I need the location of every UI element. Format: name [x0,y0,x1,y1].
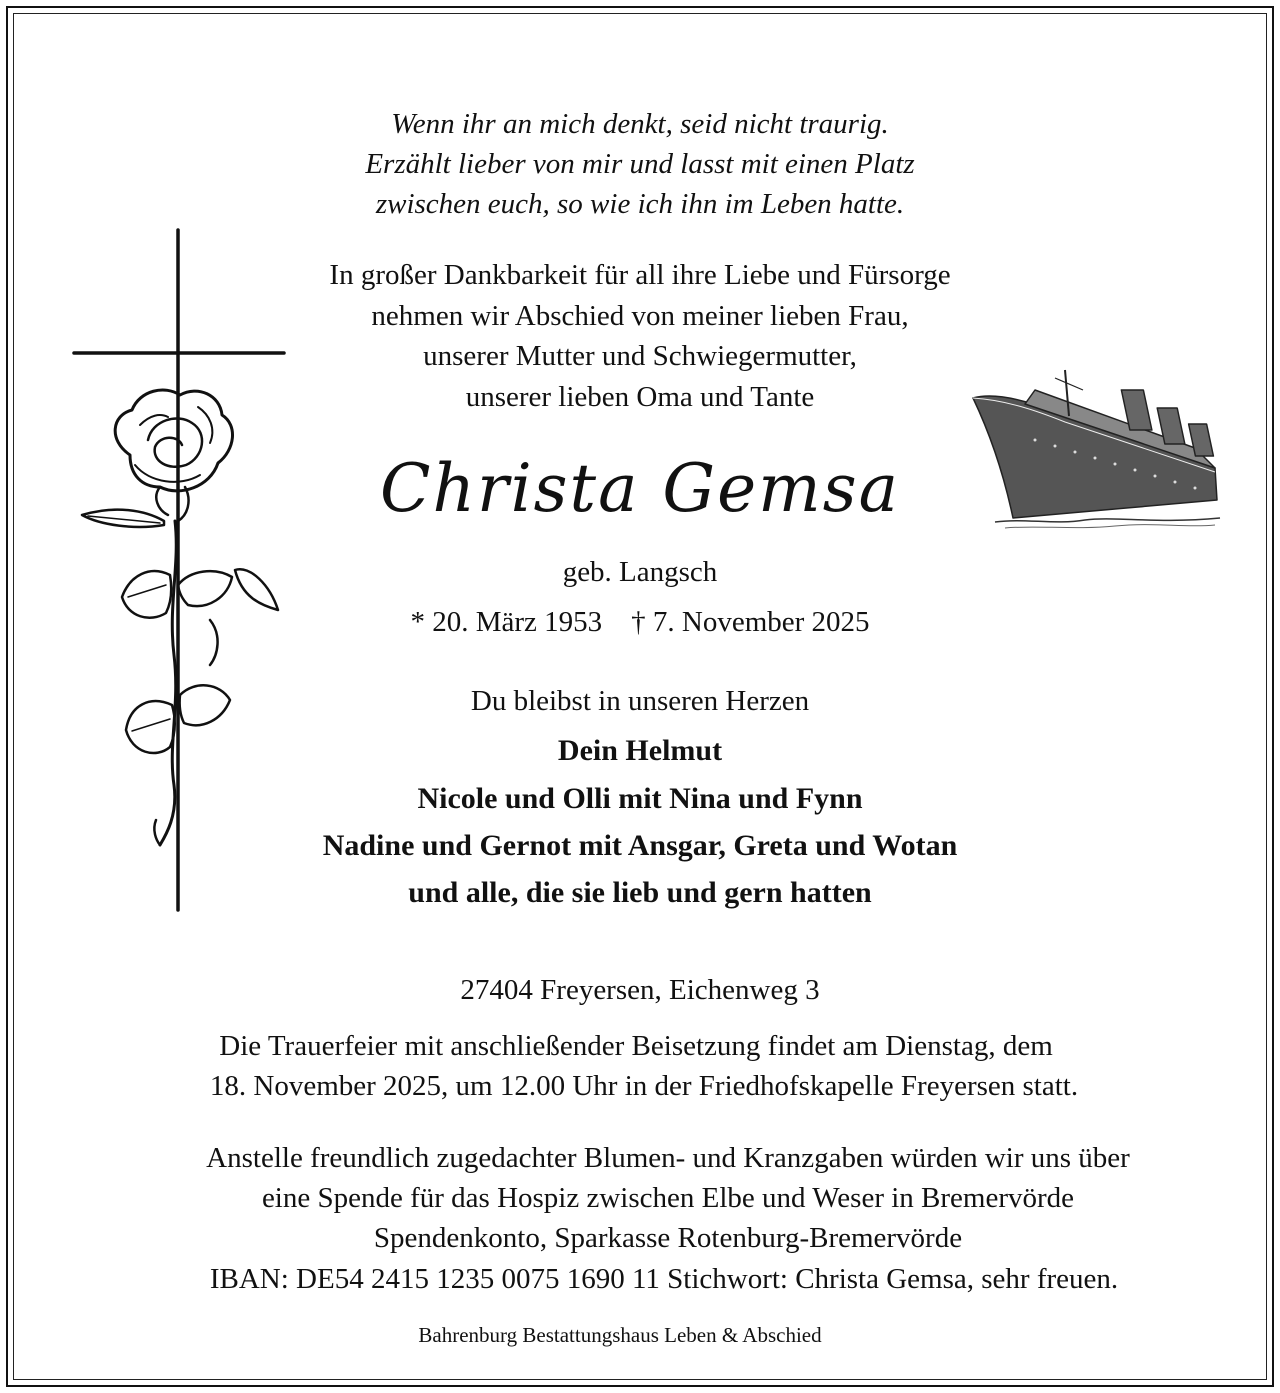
ceremony-line-2: 18. November 2025, um 12.00 Uhr in der Friedhofskapelle Freyersen statt. [209,1070,1079,1102]
mourner-line-1: Dein Helmut [557,734,723,767]
poem-line-3: zwischen euch, so wie ich ihn im Leben hatte. [375,188,905,220]
mourner-line-4: und alle, die sie lieb und gern hatten [408,876,872,909]
ceremony-line-1: Die Trauerfeier mit anschließender Beisetzung findet am Dienstag, dem [219,1030,1053,1062]
intro-line-3: unserer Mutter und Schwiegermutter, [423,340,857,372]
cross-rose-icon [60,225,290,915]
life-dates: * 20. März 1953 † 7. November 2025 [410,606,870,638]
donation-line-4: IBAN: DE54 2415 1235 0075 1690 11 Stichwort: Christa Gemsa, sehr freuen. [209,1263,1119,1295]
address: 27404 Freyersen, Eichenweg 3 [460,974,820,1006]
deceased-name: Christa Gemsa [380,450,900,527]
intro-line-4: unserer lieben Oma und Tante [465,381,815,413]
donation-line-1: Anstelle freundlich zugedachter Blumen- und Kranzgaben würden wir uns über [206,1142,1130,1174]
poem-line-1: Wenn ihr an mich denkt, seid nicht traurig. [391,108,889,140]
ship-icon [965,360,1225,535]
birth-name: geb. Langsch [562,556,718,588]
funeral-home-footer: Bahrenburg Bestattungshaus Leben & Abschied [418,1323,822,1347]
intro-line-2: nehmen wir Abschied von meiner lieben Frau, [371,300,909,332]
poem-line-2: Erzählt lieber von mir und lasst mit einen Platz [365,148,915,180]
donation-line-3: Spendenkonto, Sparkasse Rotenburg-Bremervörde [373,1222,963,1254]
intro-line-1: In großer Dankbarkeit für all ihre Liebe und Fürsorge [329,259,951,291]
mourner-line-2: Nicole und Olli mit Nina und Fynn [417,782,863,815]
remembrance-line: Du bleibst in unseren Herzen [470,685,810,717]
mourner-line-3: Nadine und Gernot mit Ansgar, Greta und Wotan [322,829,958,862]
donation-line-2: eine Spende für das Hospiz zwischen Elbe und Weser in Bremervörde [261,1182,1075,1214]
